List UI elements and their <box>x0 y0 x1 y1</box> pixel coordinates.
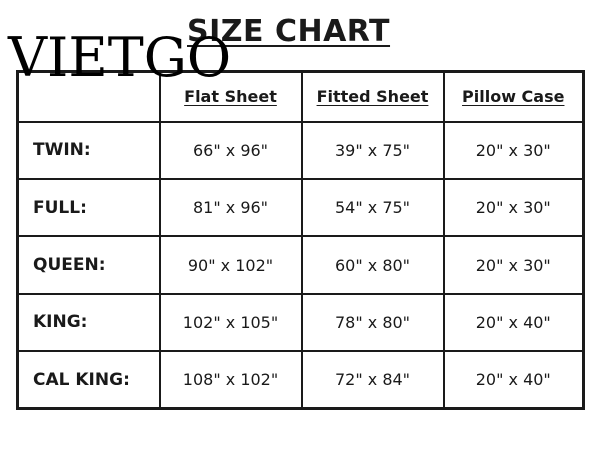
size-table <box>16 70 585 410</box>
flat-sheet-size: 66" x 96" <box>160 122 302 179</box>
watermark-logo: VIETGO <box>8 26 232 89</box>
fitted-sheet-size: 60" x 80" <box>302 236 444 293</box>
row-label: TWIN: <box>18 122 160 179</box>
fitted-sheet-size: 39" x 75" <box>302 122 444 179</box>
row-label: QUEEN: <box>18 236 160 293</box>
header-flat-sheet-label: Flat Sheet <box>184 87 277 107</box>
flat-sheet-size: 102" x 105" <box>160 294 302 351</box>
table-row-twin <box>18 122 584 179</box>
flat-sheet-size: 90" x 102" <box>160 236 302 293</box>
table-row-full <box>18 179 584 236</box>
row-label: FULL: <box>18 179 160 236</box>
row-label: KING: <box>18 294 160 351</box>
table-row-cal-king <box>18 351 584 408</box>
header-fitted-sheet-label: Fitted Sheet <box>316 87 429 107</box>
fitted-sheet-size: 54" x 75" <box>302 179 444 236</box>
header-pillow-case <box>444 72 584 122</box>
flat-sheet-size: 81" x 96" <box>160 179 302 236</box>
fitted-sheet-size: 72" x 84" <box>302 351 444 408</box>
pillow-case-size: 20" x 40" <box>444 294 584 351</box>
row-label: CAL KING: <box>18 351 160 408</box>
page-title: SIZE CHART <box>187 14 391 49</box>
pillow-case-size: 20" x 40" <box>444 351 584 408</box>
pillow-case-size: 20" x 30" <box>444 179 584 236</box>
header-pillow-case-label: Pillow Case <box>462 87 565 107</box>
flat-sheet-size: 108" x 102" <box>160 351 302 408</box>
table-row-queen <box>18 236 584 293</box>
pillow-case-size: 20" x 30" <box>444 122 584 179</box>
fitted-sheet-size: 78" x 80" <box>302 294 444 351</box>
header-fitted-sheet <box>302 72 444 122</box>
pillow-case-size: 20" x 30" <box>444 236 584 293</box>
table-row-king <box>18 294 584 351</box>
